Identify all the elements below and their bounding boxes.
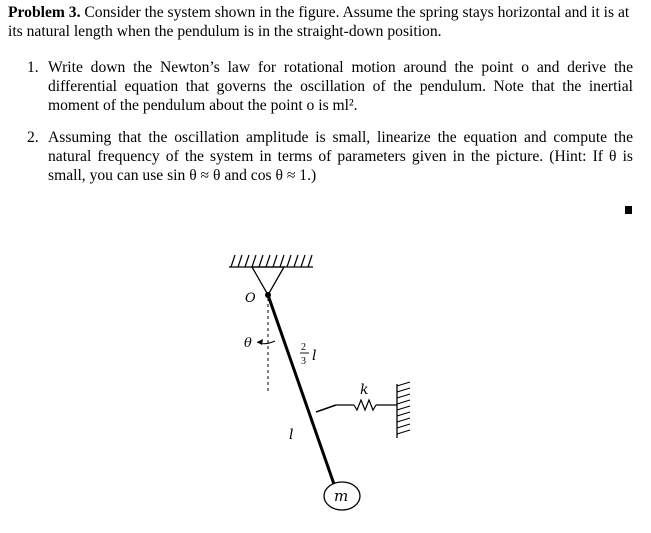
angle-arrow-icon — [257, 339, 263, 345]
question-1-number: 1. — [27, 59, 39, 76]
pivot-label: O — [245, 291, 256, 306]
length-label: l — [289, 427, 294, 443]
wall-hatch — [397, 382, 410, 434]
spring-distance-numerator: 2 — [301, 342, 306, 353]
spring — [354, 400, 376, 410]
question-2-text: Assuming that the oscillation amplitude is small, linearize the equation and compute the natural frequency of the system in terms of parameters given in the picture. (Hint: If θ is small, you can use sin θ ≈ θ and cos θ ≈ 1.) — [48, 129, 633, 184]
angle-label: θ — [244, 336, 252, 351]
question-2-number: 2. — [27, 129, 39, 146]
mass-label: m — [334, 487, 349, 505]
pendulum-rod — [268, 295, 335, 487]
spring-distance-denominator: 3 — [301, 356, 306, 367]
spring-attachment — [316, 405, 336, 412]
spring-constant-label: k — [360, 382, 369, 398]
ceiling-hatch — [229, 255, 313, 267]
problem-label: Problem 3. — [8, 4, 81, 21]
spring-distance-variable: l — [312, 348, 317, 364]
question-1-text: Write down the Newton’s law for rotational motion around the point o and derive the differential equation that governs the oscillation of the pendulum. Note that the inertial moment of the pendulum about the point o is ml². — [48, 59, 633, 114]
pivot-support — [252, 267, 284, 295]
problem-intro: Consider the system shown in the figure. Assume the spring stays horizontal and it is at its natural length when the pendulum is in the straight-down position. — [8, 4, 630, 40]
